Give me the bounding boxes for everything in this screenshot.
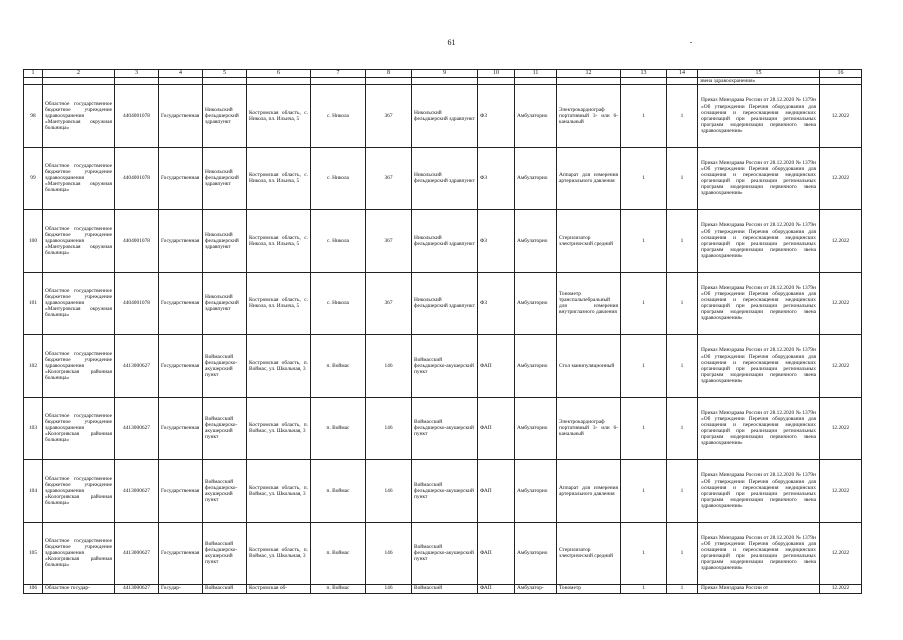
facility-name: Воймасский (412, 585, 478, 594)
subdivision-name: Никольский фельдшерский здравпункт (203, 147, 247, 210)
population: 146 (366, 585, 412, 594)
continuation-row (24, 78, 862, 85)
column-number-6: 6 (247, 70, 311, 78)
quantity-planned: 1 (621, 397, 667, 460)
quantity-planned: 1 (621, 85, 667, 148)
facility-name: Воймасский фельдшерско-акушерский пункт (412, 522, 478, 585)
column-number-15: 15 (698, 70, 820, 78)
column-number-12: 12 (557, 70, 621, 78)
column-number-8: 8 (366, 70, 412, 78)
legal-basis: Приказ Минздрава России от 28.12.2020 № 1379н «Об утверждении Перечня оборудования для оснащения и переоснащения медицинских организаций при реализации региональных программ модернизации первичного звена здравоохранения» (698, 460, 820, 523)
legal-basis: Приказ Минздрава России от 28.12.2020 № 1379н «Об утверждении Перечня оборудования для оснащения и переоснащения медицинских организаций при реализации региональных программ модернизации первичного звена здравоохранения» (698, 522, 820, 585)
page-number: 61 (447, 38, 456, 47)
column-number-4: 4 (159, 70, 203, 78)
legal-basis: Приказ Минздрава России от 28.12.2020 № 1379н «Об утверждении Перечня оборудования для оснащения и переоснащения медицинских организаций при реализации региональных программ модернизации первичного звена здравоохранения» (698, 272, 820, 335)
equipment-name: Стерилизатор электрический средний (557, 210, 621, 273)
address: Костромская область, п. Воймас, ул. Школьная, 3 (247, 397, 311, 460)
column-number-3: 3 (115, 70, 159, 78)
facility-name: Никольский фельдшерский здравпункт (412, 147, 478, 210)
ownership-form: Государственная (159, 147, 203, 210)
equipment-name: Тонометр транспальпебральный для измерения внутриглазного давления (557, 272, 621, 335)
column-number-9: 9 (412, 70, 478, 78)
quantity-planned: 1 (621, 522, 667, 585)
settlement: с. Никола (311, 147, 366, 210)
table-row (24, 460, 862, 523)
delivery-date: 12.2022 (820, 460, 862, 523)
legal-basis: Приказ Минздрава России от 28.12.2020 № 1379н «Об утверждении Перечня оборудования для оснащения и переоснащения медицинских организаций при реализации региональных программ модернизации первичного звена здравоохранения» (698, 335, 820, 398)
delivery-date: 12.2022 (820, 335, 862, 398)
facility-type: ФАП (478, 585, 515, 594)
equipment-name: Стол манипуляционный (557, 335, 621, 398)
quantity-planned: 1 (621, 210, 667, 273)
quantity-total: 1 (667, 272, 698, 335)
subdivision-name: Никольский фельдшерский здравпункт (203, 85, 247, 148)
inn-code: 4413000627 (115, 335, 159, 398)
row-number: 104 (24, 460, 43, 523)
address: Костромская область, с. Никола, пл. Ильича, 5 (247, 85, 311, 148)
ownership-form: Государственная (159, 522, 203, 585)
population: 367 (366, 272, 412, 335)
population: 146 (366, 460, 412, 523)
table-row (24, 147, 862, 210)
delivery-date: 12.2022 (820, 147, 862, 210)
inn-code: 4413000627 (115, 397, 159, 460)
facility-name: Никольский фельдшерский здравпункт (412, 85, 478, 148)
row-number: 99 (24, 147, 43, 210)
care-type: Амбулаторно (515, 460, 557, 523)
quantity-total: 1 (667, 397, 698, 460)
facility-type: ФЗ (478, 147, 515, 210)
column-number-7: 7 (311, 70, 366, 78)
row-number: 106 (24, 585, 43, 594)
settlement: п. Воймас (311, 522, 366, 585)
ownership-form: Государ- (159, 585, 203, 594)
care-type: Амбулаторно (515, 397, 557, 460)
address: Костромская область, п. Воймас, ул. Школьная, 3 (247, 460, 311, 523)
row-number: 103 (24, 397, 43, 460)
care-type: Амбулаторно (515, 522, 557, 585)
facility-type: ФАП (478, 397, 515, 460)
population: 146 (366, 522, 412, 585)
column-number-13: 13 (621, 70, 667, 78)
quantity-planned: 1 (621, 335, 667, 398)
subdivision-name: Воймасский фельдшерско-акушерский пункт (203, 397, 247, 460)
row-number: 102 (24, 335, 43, 398)
settlement: с. Никола (311, 210, 366, 273)
address: Костромская область, с. Никола, пл. Ильича, 5 (247, 272, 311, 335)
ownership-form: Государственная (159, 210, 203, 273)
facility-type: ФАП (478, 335, 515, 398)
facility-type: ФЗ (478, 210, 515, 273)
table-row (24, 522, 862, 585)
organization-name: Областное государственное бюджетное учреждение здравоохранения «Мантуровская окружная больница» (43, 210, 115, 273)
facility-type: ФЗ (478, 272, 515, 335)
quantity-total: 1 (667, 335, 698, 398)
facility-name: Воймасский фельдшерско-акушерский пункт (412, 460, 478, 523)
settlement: с. Никола (311, 272, 366, 335)
ownership-form: Государственная (159, 460, 203, 523)
row-number: 98 (24, 85, 43, 148)
inn-code: 4413000627 (115, 522, 159, 585)
delivery-date: 12.2022 (820, 522, 862, 585)
organization-name: Областное государственное бюджетное учреждение здравоохранения «Мантуровская окружная больница» (43, 272, 115, 335)
table-row (24, 85, 862, 148)
address: Костромская область, с. Никола, пл. Ильича, 5 (247, 147, 311, 210)
column-number-11: 11 (515, 70, 557, 78)
population: 367 (366, 85, 412, 148)
equipment-name: Электрокардиограф портативный 3- или 6-канальный (557, 85, 621, 148)
settlement: п. Воймас (311, 335, 366, 398)
organization-name: Областное государственное бюджетное учреждение здравоохранения «Кологривская районная больница» (43, 397, 115, 460)
column-number-row (24, 70, 862, 78)
legal-basis: Приказ Минздрава России от 28.12.2020 № 1379н «Об утверждении Перечня оборудования для оснащения и переоснащения медицинских организаций при реализации региональных программ модернизации первичного звена здравоохранения» (698, 210, 820, 273)
quantity-planned: 1 (621, 147, 667, 210)
organization-name: Областное государственное бюджетное учреждение здравоохранения «Кологривская районная больница» (43, 460, 115, 523)
legal-basis: Приказ Минздрава России от 28.12.2020 № 1379н «Об утверждении Перечня оборудования для оснащения и переоснащения медицинских организаций при реализации региональных программ модернизации первичного звена здравоохранения» (698, 85, 820, 148)
subdivision-name: Воймасский фельдшерско-акушерский пункт (203, 460, 247, 523)
quantity-total: 1 (667, 585, 698, 594)
organization-name: Областное государственное бюджетное учреждение здравоохранения «Кологривская районная больница» (43, 522, 115, 585)
inn-code: 4413000627 (115, 585, 159, 594)
population: 146 (366, 397, 412, 460)
inn-code: 4404001078 (115, 147, 159, 210)
column-number-14: 14 (667, 70, 698, 78)
facility-name: Воймасский фельдшерско-акушерский пункт (412, 335, 478, 398)
quantity-total: 1 (667, 460, 698, 523)
address: Костромская область, с. Никола, пл. Ильича, 5 (247, 210, 311, 273)
address: Костромская область, п. Воймас, ул. Школьная, 3 (247, 522, 311, 585)
quantity-total: 1 (667, 85, 698, 148)
organization-name: Областное государ- (43, 585, 115, 594)
care-type: Амбулаторно (515, 272, 557, 335)
row-number: 100 (24, 210, 43, 273)
quantity-planned: 1 (621, 272, 667, 335)
care-type: Амбулаторно (515, 147, 557, 210)
inn-code: 4404001078 (115, 272, 159, 335)
organization-name: Областное государственное бюджетное учреждение здравоохранения «Кологривская районная больница» (43, 335, 115, 398)
delivery-date: 12.2022 (820, 85, 862, 148)
care-type: Амбулаторно (515, 85, 557, 148)
legal-basis: Приказ Минздрава России от 28.12.2020 № 1379н «Об утверждении Перечня оборудования для оснащения и переоснащения медицинских организаций при реализации региональных программ модернизации первичного звена здравоохранения» (698, 147, 820, 210)
population: 146 (366, 335, 412, 398)
row-number: 105 (24, 522, 43, 585)
quantity-planned: 1 (621, 585, 667, 594)
column-number-1: 1 (24, 70, 43, 78)
scan-speck (690, 42, 692, 43)
care-type: Амбулатор- (515, 585, 557, 594)
table-row-partial (24, 585, 862, 594)
population: 367 (366, 210, 412, 273)
inn-code: 4404001078 (115, 210, 159, 273)
ownership-form: Государственная (159, 272, 203, 335)
care-type: Амбулаторно (515, 210, 557, 273)
settlement: п. Воймас (311, 460, 366, 523)
ownership-form: Государственная (159, 397, 203, 460)
table-row (24, 210, 862, 273)
facility-name: Никольский фельдшерский здравпункт (412, 210, 478, 273)
delivery-date: 12.2022 (820, 272, 862, 335)
delivery-date: 12.2022 (820, 585, 862, 594)
facility-type: ФЗ (478, 85, 515, 148)
quantity-total: 1 (667, 147, 698, 210)
equipment-name: Стерилизатор электрический средний (557, 522, 621, 585)
table-row (24, 335, 862, 398)
subdivision-name: Никольский фельдшерский здравпункт (203, 272, 247, 335)
column-number-10: 10 (478, 70, 515, 78)
legal-basis: Приказ Минздрава России от 28.12.2020 № 1379н «Об утверждении Перечня оборудования для оснащения и переоснащения медицинских организаций при реализации региональных программ модернизации первичного звена здравоохранения» (698, 397, 820, 460)
address: Костромская об- (247, 585, 311, 594)
population: 367 (366, 147, 412, 210)
legal-basis: Приказ Минздрава России от (698, 585, 820, 594)
column-number-2: 2 (43, 70, 115, 78)
settlement: п. Воймас (311, 397, 366, 460)
settlement: п. Воймас (311, 585, 366, 594)
subdivision-name: Никольский фельдшерский здравпункт (203, 210, 247, 273)
quantity-total: 1 (667, 210, 698, 273)
equipment-table (23, 69, 862, 594)
table-row (24, 272, 862, 335)
subdivision-name: Воймасский фельдшерско-акушерский пункт (203, 335, 247, 398)
column-number-16: 16 (820, 70, 862, 78)
facility-name: Никольский фельдшерский здравпункт (412, 272, 478, 335)
equipment-name: Электрокардиограф портативный 3- или 6-канальный (557, 397, 621, 460)
quantity-planned: 1 (621, 460, 667, 523)
settlement: с. Никола (311, 85, 366, 148)
facility-name: Воймасский фельдшерско-акушерский пункт (412, 397, 478, 460)
address: Костромская область, п. Воймас, ул. Школьная, 3 (247, 335, 311, 398)
ownership-form: Государственная (159, 335, 203, 398)
inn-code: 4413000627 (115, 460, 159, 523)
inn-code: 4404001078 (115, 85, 159, 148)
table-row (24, 397, 862, 460)
ownership-form: Государственная (159, 85, 203, 148)
continued-basis-text: звена здравоохранения» (698, 78, 820, 85)
organization-name: Областное государственное бюджетное учреждение здравоохранения «Мантуровская окружная больница» (43, 147, 115, 210)
equipment-name: Аппарат для измерения артериального давления (557, 460, 621, 523)
equipment-name: Тонометр (557, 585, 621, 594)
quantity-total: 1 (667, 522, 698, 585)
column-number-5: 5 (203, 70, 247, 78)
facility-type: ФАП (478, 460, 515, 523)
row-number: 101 (24, 272, 43, 335)
equipment-name: Аппарат для измерения артериального давления (557, 147, 621, 210)
care-type: Амбулаторно (515, 335, 557, 398)
subdivision-name: Воймасский (203, 585, 247, 594)
facility-type: ФАП (478, 522, 515, 585)
organization-name: Областное государственное бюджетное учреждение здравоохранения «Мантуровская окружная больница» (43, 85, 115, 148)
delivery-date: 12.2022 (820, 210, 862, 273)
subdivision-name: Воймасский фельдшерско-акушерский пункт (203, 522, 247, 585)
delivery-date: 12.2022 (820, 397, 862, 460)
